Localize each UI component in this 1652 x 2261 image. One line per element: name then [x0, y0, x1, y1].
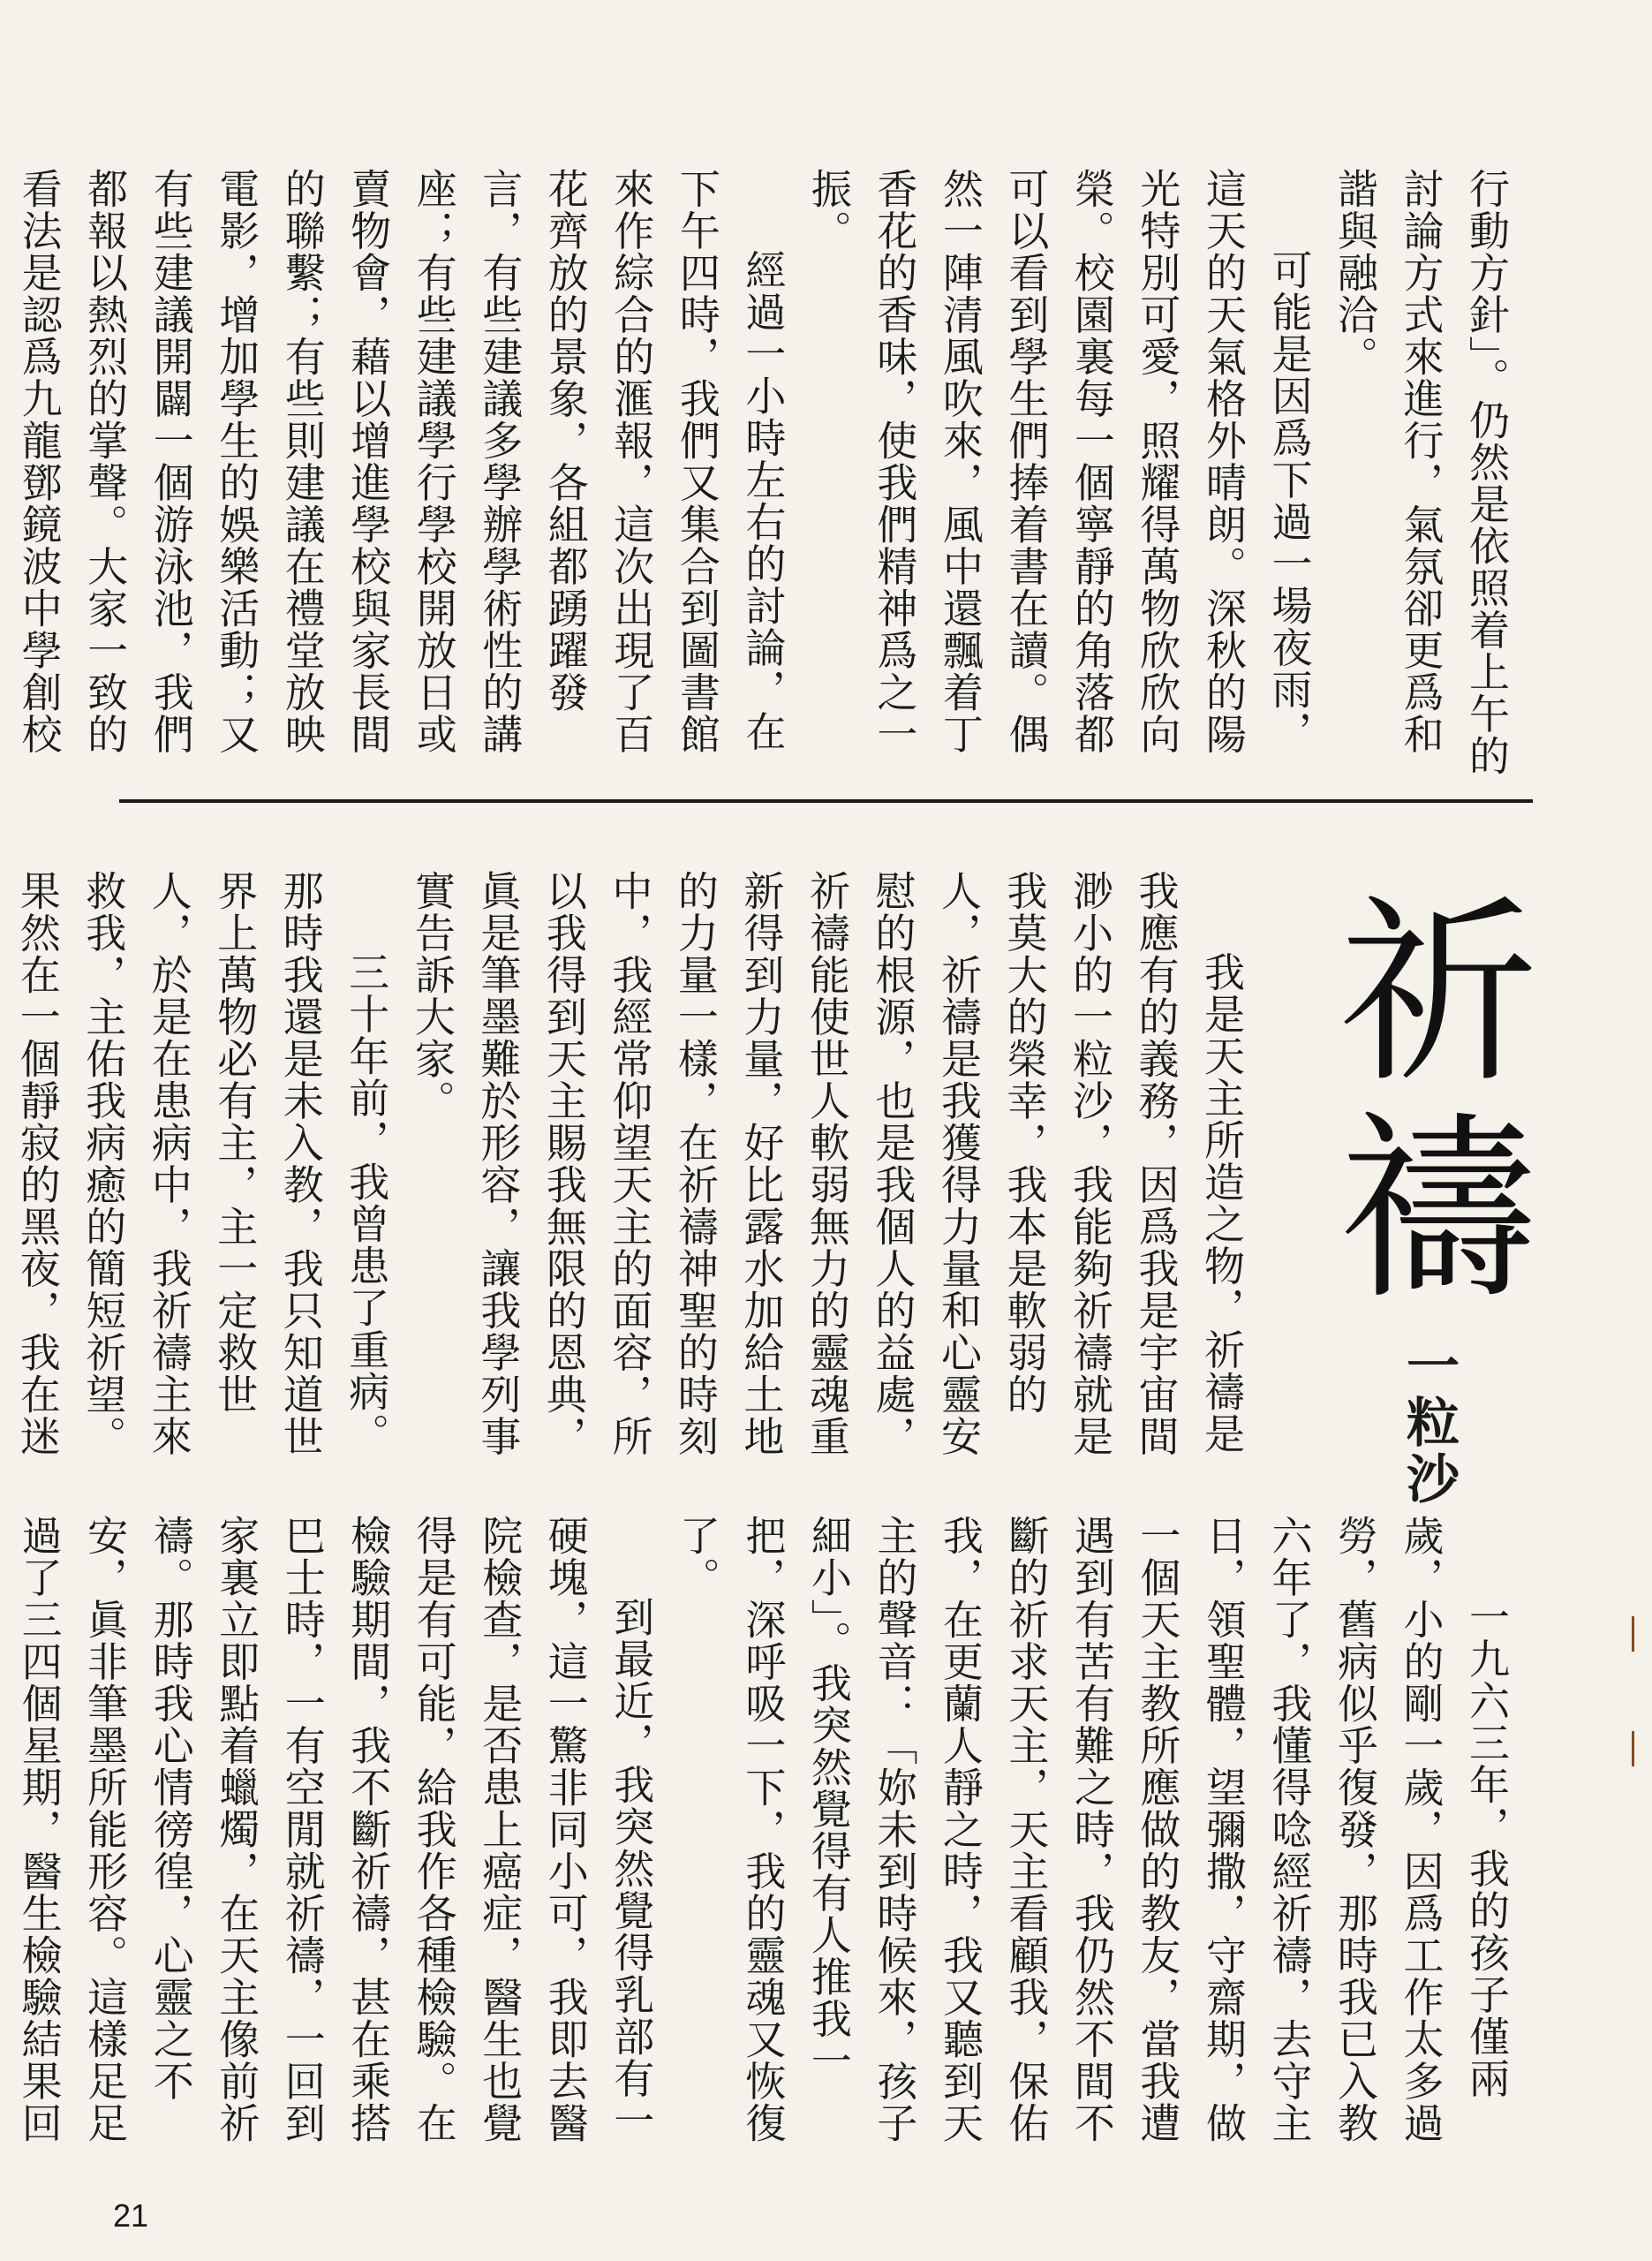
paragraph: 到最近，我突然覺得乳部有一硬塊，這一驚非同小可，我即去醫院檢查，是否患上癌症，醫生也覺得是有可能，給我作各種檢驗。在檢驗期間，我不斷祈禱，甚在乘搭巴士時，一有空閒就祈禱，一回到家裏立即點着蠟燭，在天主像前祈禱。那時我心情徬徨，心靈之不安，眞非筆墨所能形容。這樣足足過了三四個星期，醫生檢驗結果回 [15, 1515, 656, 2144]
binding-mark [1625, 1616, 1634, 1652]
previous-article-text [15, 168, 1520, 786]
article-text-lower [15, 1515, 1520, 2151]
paragraph: 我是天主所造之物，祈禱是我應有的義務，因爲我是宇宙間渺小的一粒沙，我能夠祈禱就是我莫大的榮幸，我本是軟弱的人，祈禱是我獲得力量和心靈安慰的根源，也是我個人的益處，祈禱能使世人軟弱無力的靈魂重新得到力量，好比露水加給土地的力量一樣，在祈禱神聖的時刻中，我經常仰望天主的面容，所以我得到天主賜我無限的恩典，眞是筆墨難於形容，讓我學列事實告訴大家。 [408, 870, 1246, 1457]
article-title: 祈禱 [1305, 888, 1536, 1320]
paragraph: 經過一小時左右的討論，在下午四時，我們又集合到圖書館來作綜合的滙報，這次出現了百花齊放的景象，各組都踴躍發言，有些建議多學辦學術性的講座；有些建議學行學校開放日或賣物會，藉以增進學校與家長間的聯繫；有些則建議在禮堂放映電影，增加學生的娛樂活動；又有些建議開闢一個游泳池，我們都報以熱烈的掌聲。大家一致的看法是認爲九龍鄧鏡波中學創校 [15, 168, 788, 755]
page-number: 21 [113, 2197, 149, 2234]
paragraph: 一九六三年，我的孩子僅兩歲，小的剛一歲，因爲工作太多過勞，舊病似乎復發，那時我已入教六年了，我懂得唸經祈禱，去守主日，領聖體，望彌撒，守齋期，做一個天主教所應做的教友，當我遭遇到有苦有難之時，我仍然不間不斷的祈求天主，天主看顧我，保佑我，在更蘭人靜之時，我又聽到天主的聲音：「妳未到時候來，孩子細小」。我突然覺得有人推我一把，深呼吸一下，我的靈魂又恢復了。 [673, 1515, 1511, 2144]
section-divider [119, 799, 1533, 803]
paragraph: 可能是因爲下過一場夜雨，這天的天氣格外晴朗。深秋的陽光特別可愛，照耀得萬物欣欣向榮。校園裏每一個寧靜的角落都可以看到學生們捧着書在讀。偶然一陣清風吹來，風中還飄着丁香花的香味，使我們精神爲之一振。 [804, 168, 1314, 755]
paragraph: 三十年前，我曾患了重病。那時我還是未入教，我只知道世界上萬物必有主，主一定救世人，於是在患病中，我祈禱主來救我，主佑我病癒的簡短祈望。果然在一個靜寂的黑夜，我在迷 [13, 870, 391, 1457]
article-text-upper [13, 870, 1255, 1471]
paragraph: 行動方針」。仍然是依照着上午的討論方式來進行，氣氛卻更爲和諧與融洽。 [1331, 168, 1511, 777]
article-author: 一粒沙 [1398, 1338, 1460, 1508]
binding-mark [1625, 1731, 1634, 1766]
